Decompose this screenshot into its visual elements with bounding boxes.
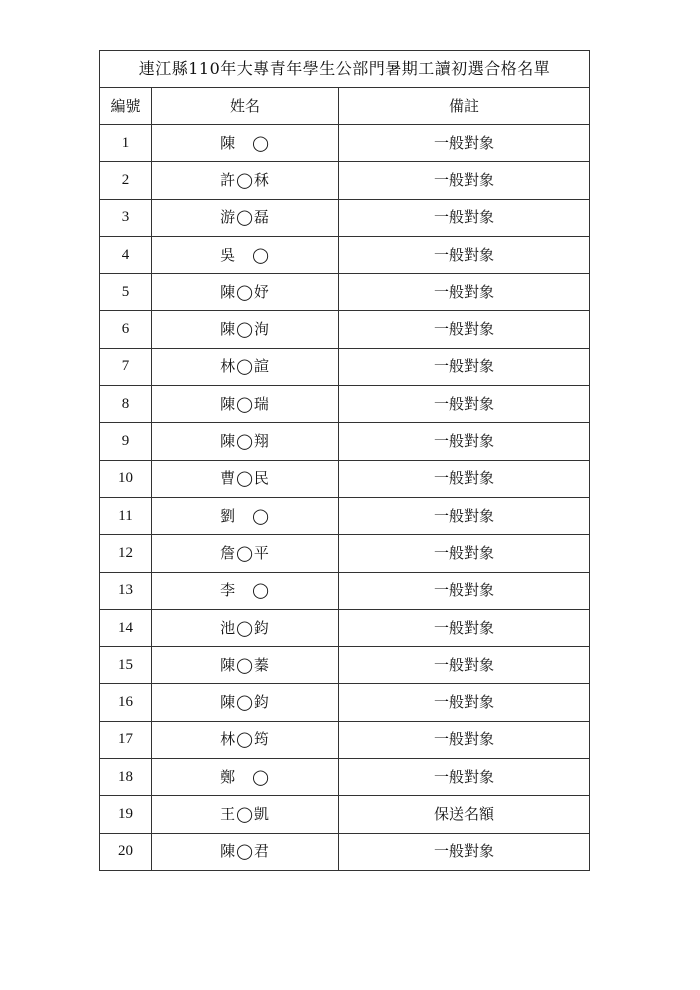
- table-row: [100, 833, 590, 870]
- row-number: 9: [100, 423, 152, 460]
- roster-sheet: [99, 50, 589, 871]
- table-row: [100, 497, 590, 534]
- table-row: [100, 386, 590, 423]
- row-remark: 一般對象: [339, 162, 590, 199]
- row-remark: 一般對象: [339, 386, 590, 423]
- row-name: 林◯筠: [152, 721, 339, 758]
- row-remark: 一般對象: [339, 759, 590, 796]
- table-row: [100, 311, 590, 348]
- row-number: 11: [100, 497, 152, 534]
- row-number: 6: [100, 311, 152, 348]
- row-remark: 一般對象: [339, 199, 590, 236]
- table-row: [100, 199, 590, 236]
- row-number: 4: [100, 236, 152, 273]
- row-name: 陳◯鈞: [152, 684, 339, 721]
- row-name: 陳◯君: [152, 833, 339, 870]
- row-number: 1: [100, 125, 152, 162]
- row-remark: 一般對象: [339, 311, 590, 348]
- row-number: 13: [100, 572, 152, 609]
- row-remark: 一般對象: [339, 721, 590, 758]
- row-remark: 一般對象: [339, 236, 590, 273]
- table-row: [100, 423, 590, 460]
- row-name: 陳◯妤: [152, 274, 339, 311]
- row-remark: 一般對象: [339, 423, 590, 460]
- title-row: [100, 51, 590, 88]
- header-row: [100, 88, 590, 125]
- row-name: 陳◯瑞: [152, 386, 339, 423]
- document-title: 連江縣110年大專青年學生公部門暑期工讀初選合格名單: [100, 51, 590, 88]
- row-number: 20: [100, 833, 152, 870]
- row-name: 游◯磊: [152, 199, 339, 236]
- row-name: 陳◯蓁: [152, 647, 339, 684]
- row-remark: 一般對象: [339, 274, 590, 311]
- table-row: [100, 125, 590, 162]
- table-row: [100, 348, 590, 385]
- row-remark: 一般對象: [339, 535, 590, 572]
- column-header-name: 姓名: [152, 88, 339, 125]
- row-remark: 一般對象: [339, 684, 590, 721]
- table-row: [100, 647, 590, 684]
- table-row: [100, 684, 590, 721]
- row-name: 林◯諠: [152, 348, 339, 385]
- row-number: 2: [100, 162, 152, 199]
- row-number: 12: [100, 535, 152, 572]
- row-name: 陳 ◯: [152, 125, 339, 162]
- row-name: 陳◯洵: [152, 311, 339, 348]
- row-name: 王◯凱: [152, 796, 339, 833]
- row-number: 14: [100, 609, 152, 646]
- row-number: 17: [100, 721, 152, 758]
- row-remark: 一般對象: [339, 348, 590, 385]
- table-row: [100, 609, 590, 646]
- row-number: 8: [100, 386, 152, 423]
- row-name: 劉 ◯: [152, 497, 339, 534]
- column-header-number: 編號: [100, 88, 152, 125]
- row-remark: 一般對象: [339, 572, 590, 609]
- table-row: [100, 162, 590, 199]
- row-number: 15: [100, 647, 152, 684]
- table-row: [100, 759, 590, 796]
- roster-body: [100, 125, 590, 871]
- roster-table: [99, 50, 590, 871]
- row-name: 吳 ◯: [152, 236, 339, 273]
- row-name: 許◯秝: [152, 162, 339, 199]
- row-number: 18: [100, 759, 152, 796]
- table-row: [100, 796, 590, 833]
- row-number: 16: [100, 684, 152, 721]
- row-remark: 一般對象: [339, 125, 590, 162]
- column-header-remark: 備註: [339, 88, 590, 125]
- row-name: 曹◯民: [152, 460, 339, 497]
- table-row: [100, 721, 590, 758]
- row-number: 10: [100, 460, 152, 497]
- row-number: 3: [100, 199, 152, 236]
- row-name: 鄭 ◯: [152, 759, 339, 796]
- table-row: [100, 535, 590, 572]
- table-row: [100, 274, 590, 311]
- row-number: 7: [100, 348, 152, 385]
- row-name: 詹◯平: [152, 535, 339, 572]
- row-remark: 一般對象: [339, 497, 590, 534]
- row-number: 5: [100, 274, 152, 311]
- row-remark: 保送名額: [339, 796, 590, 833]
- table-row: [100, 572, 590, 609]
- row-remark: 一般對象: [339, 833, 590, 870]
- row-name: 陳◯翔: [152, 423, 339, 460]
- row-name: 李 ◯: [152, 572, 339, 609]
- row-remark: 一般對象: [339, 609, 590, 646]
- table-row: [100, 460, 590, 497]
- row-remark: 一般對象: [339, 647, 590, 684]
- row-name: 池◯鈞: [152, 609, 339, 646]
- row-remark: 一般對象: [339, 460, 590, 497]
- table-row: [100, 236, 590, 273]
- row-number: 19: [100, 796, 152, 833]
